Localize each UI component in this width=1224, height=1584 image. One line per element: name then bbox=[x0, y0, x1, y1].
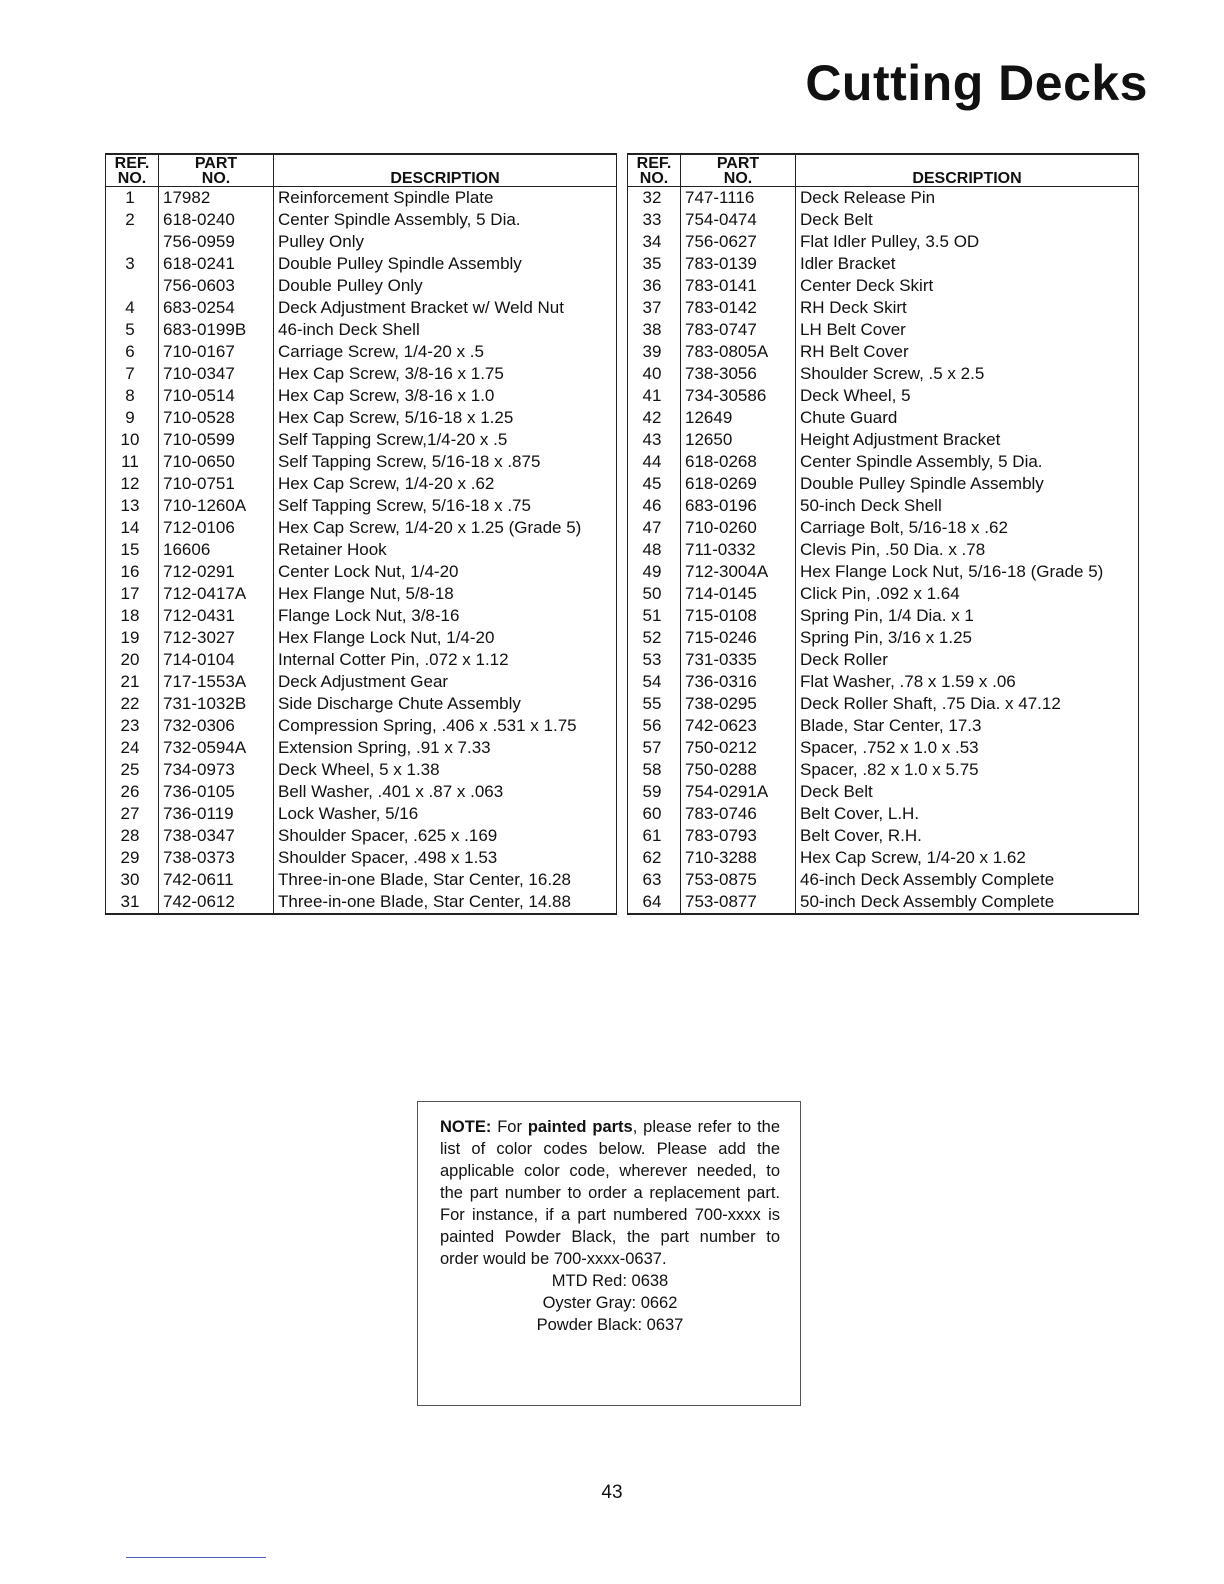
description-cell: Center Spindle Assembly, 5 Dia. bbox=[274, 209, 617, 231]
description-cell: Deck Belt bbox=[796, 209, 1139, 231]
description-cell: Idler Bracket bbox=[796, 253, 1139, 275]
description-cell: Double Pulley Spindle Assembly bbox=[796, 473, 1139, 495]
ref-no-cell: 39 bbox=[628, 341, 681, 363]
table-row bbox=[106, 517, 617, 539]
ref-no-cell: 64 bbox=[628, 891, 681, 914]
table-row bbox=[106, 715, 617, 737]
ref-no-cell: 44 bbox=[628, 451, 681, 473]
ref-no-cell: 26 bbox=[106, 781, 159, 803]
description-cell: Compression Spring, .406 x .531 x 1.75 bbox=[274, 715, 617, 737]
part-no-cell: 712-3004A bbox=[681, 561, 796, 583]
description-cell: Double Pulley Only bbox=[274, 275, 617, 297]
ref-no-cell: 8 bbox=[106, 385, 159, 407]
part-no-cell: 710-0599 bbox=[159, 429, 274, 451]
table-row bbox=[628, 319, 1139, 341]
part-no-cell: 756-0627 bbox=[681, 231, 796, 253]
description-cell: Hex Cap Screw, 3/8-16 x 1.75 bbox=[274, 363, 617, 385]
note-emphasis: painted parts bbox=[527, 1118, 633, 1136]
table-header-row bbox=[628, 154, 1139, 187]
ref-no-cell: 4 bbox=[106, 297, 159, 319]
description-cell: Hex Flange Nut, 5/8-18 bbox=[274, 583, 617, 605]
ref-no-cell: 33 bbox=[628, 209, 681, 231]
description-cell: Deck Wheel, 5 bbox=[796, 385, 1139, 407]
ref-no-cell: 43 bbox=[628, 429, 681, 451]
description-cell: Center Deck Skirt bbox=[796, 275, 1139, 297]
part-no-cell: 712-0417A bbox=[159, 583, 274, 605]
ref-no-cell: 55 bbox=[628, 693, 681, 715]
table-row bbox=[106, 693, 617, 715]
part-no-cell: 783-0805A bbox=[681, 341, 796, 363]
table-row bbox=[628, 385, 1139, 407]
description-cell: Side Discharge Chute Assembly bbox=[274, 693, 617, 715]
table-row bbox=[106, 451, 617, 473]
part-no-cell: 738-3056 bbox=[681, 363, 796, 385]
ref-no-cell: 58 bbox=[628, 759, 681, 781]
ref-no-cell: 18 bbox=[106, 605, 159, 627]
page-number: 43 bbox=[601, 1482, 623, 1503]
description-cell: Carriage Screw, 1/4-20 x .5 bbox=[274, 341, 617, 363]
table-row bbox=[628, 231, 1139, 253]
table-row bbox=[106, 319, 617, 341]
ref-no-cell: 14 bbox=[106, 517, 159, 539]
ref-no-cell: 13 bbox=[106, 495, 159, 517]
part-no-cell: 712-3027 bbox=[159, 627, 274, 649]
ref-no-cell: 56 bbox=[628, 715, 681, 737]
table-row bbox=[628, 803, 1139, 825]
ref-no-cell: 23 bbox=[106, 715, 159, 737]
part-no-header: PART NO. bbox=[681, 154, 796, 187]
description-cell: Spring Pin, 3/16 x 1.25 bbox=[796, 627, 1139, 649]
table-row bbox=[106, 825, 617, 847]
part-no-cell: 712-0106 bbox=[159, 517, 274, 539]
part-no-cell: 683-0196 bbox=[681, 495, 796, 517]
table-row bbox=[628, 429, 1139, 451]
part-no-cell: 710-0751 bbox=[159, 473, 274, 495]
table-row bbox=[628, 297, 1139, 319]
description-cell: LH Belt Cover bbox=[796, 319, 1139, 341]
ref-no-cell: 5 bbox=[106, 319, 159, 341]
part-no-cell: 717-1553A bbox=[159, 671, 274, 693]
ref-no-cell: 21 bbox=[106, 671, 159, 693]
description-cell: Spacer, .752 x 1.0 x .53 bbox=[796, 737, 1139, 759]
footer-rule bbox=[126, 1557, 266, 1558]
table-row bbox=[628, 561, 1139, 583]
description-cell: RH Deck Skirt bbox=[796, 297, 1139, 319]
table-row bbox=[628, 891, 1139, 914]
table-row bbox=[106, 803, 617, 825]
ref-no-cell: 51 bbox=[628, 605, 681, 627]
table-row bbox=[106, 781, 617, 803]
ref-no-cell: 6 bbox=[106, 341, 159, 363]
ref-no-cell: 38 bbox=[628, 319, 681, 341]
description-cell: Reinforcement Spindle Plate bbox=[274, 187, 617, 210]
description-cell: 50-inch Deck Assembly Complete bbox=[796, 891, 1139, 914]
part-no-cell: 710-0260 bbox=[681, 517, 796, 539]
ref-no-cell: 29 bbox=[106, 847, 159, 869]
description-cell: Spacer, .82 x 1.0 x 5.75 bbox=[796, 759, 1139, 781]
table-row bbox=[106, 385, 617, 407]
description-cell: 50-inch Deck Shell bbox=[796, 495, 1139, 517]
table-row bbox=[628, 693, 1139, 715]
part-no-cell: 750-0212 bbox=[681, 737, 796, 759]
part-no-cell: 738-0295 bbox=[681, 693, 796, 715]
description-cell: Double Pulley Spindle Assembly bbox=[274, 253, 617, 275]
part-no-cell: 734-30586 bbox=[681, 385, 796, 407]
painted-parts-note bbox=[417, 1101, 801, 1406]
table-row bbox=[628, 253, 1139, 275]
part-no-cell: 756-0603 bbox=[159, 275, 274, 297]
description-cell: Chute Guard bbox=[796, 407, 1139, 429]
table-row bbox=[106, 539, 617, 561]
description-cell: Hex Cap Screw, 5/16-18 x 1.25 bbox=[274, 407, 617, 429]
ref-no-cell: 9 bbox=[106, 407, 159, 429]
parts-list-left bbox=[106, 187, 617, 915]
ref-no-cell: 47 bbox=[628, 517, 681, 539]
ref-no-cell: 63 bbox=[628, 869, 681, 891]
part-no-cell: 783-0746 bbox=[681, 803, 796, 825]
ref-no-cell: 31 bbox=[106, 891, 159, 914]
part-no-cell: 734-0973 bbox=[159, 759, 274, 781]
table-row bbox=[628, 473, 1139, 495]
part-no-cell: 736-0119 bbox=[159, 803, 274, 825]
part-no-cell: 756-0959 bbox=[159, 231, 274, 253]
color-code: Powder Black: 0637 bbox=[536, 1316, 684, 1334]
color-code: MTD Red: 0638 bbox=[551, 1272, 669, 1290]
ref-no-cell: 41 bbox=[628, 385, 681, 407]
parts-table-left bbox=[105, 153, 617, 915]
table-row bbox=[628, 451, 1139, 473]
ref-no-cell: 22 bbox=[106, 693, 159, 715]
part-no-cell: 618-0269 bbox=[681, 473, 796, 495]
ref-no-cell: 15 bbox=[106, 539, 159, 561]
table-row bbox=[628, 671, 1139, 693]
ref-no-cell: 3 bbox=[106, 253, 159, 275]
part-no-cell: 712-0431 bbox=[159, 605, 274, 627]
part-no-cell: 783-0141 bbox=[681, 275, 796, 297]
description-cell: Height Adjustment Bracket bbox=[796, 429, 1139, 451]
part-no-cell: 742-0611 bbox=[159, 869, 274, 891]
description-cell: Internal Cotter Pin, .072 x 1.12 bbox=[274, 649, 617, 671]
table-row bbox=[628, 209, 1139, 231]
table-row bbox=[106, 297, 617, 319]
ref-no-cell bbox=[106, 231, 159, 253]
table-row bbox=[106, 561, 617, 583]
table-row bbox=[628, 825, 1139, 847]
description-cell: Three-in-one Blade, Star Center, 16.28 bbox=[274, 869, 617, 891]
table-row bbox=[106, 605, 617, 627]
color-code: Oyster Gray: 0662 bbox=[542, 1294, 678, 1312]
description-cell: Click Pin, .092 x 1.64 bbox=[796, 583, 1139, 605]
ref-no-cell: 12 bbox=[106, 473, 159, 495]
ref-no-cell: 62 bbox=[628, 847, 681, 869]
description-cell: Lock Washer, 5/16 bbox=[274, 803, 617, 825]
ref-no-cell: 11 bbox=[106, 451, 159, 473]
description-cell: Self Tapping Screw, 5/16-18 x .75 bbox=[274, 495, 617, 517]
part-no-cell: 618-0268 bbox=[681, 451, 796, 473]
parts-table-right bbox=[627, 153, 1139, 915]
table-row bbox=[106, 891, 617, 914]
table-row bbox=[106, 231, 617, 253]
part-no-cell: 714-0104 bbox=[159, 649, 274, 671]
table-row bbox=[106, 627, 617, 649]
table-row bbox=[106, 275, 617, 297]
part-no-cell: 715-0246 bbox=[681, 627, 796, 649]
table-row bbox=[628, 539, 1139, 561]
page-title: Cutting Decks bbox=[805, 55, 1148, 111]
table-row bbox=[628, 583, 1139, 605]
ref-no-cell: 19 bbox=[106, 627, 159, 649]
description-header: DESCRIPTION bbox=[274, 154, 617, 187]
table-row bbox=[106, 671, 617, 693]
part-no-cell: 17982 bbox=[159, 187, 274, 210]
ref-no-cell: 60 bbox=[628, 803, 681, 825]
description-cell: Belt Cover, R.H. bbox=[796, 825, 1139, 847]
table-row bbox=[106, 583, 617, 605]
description-cell: Three-in-one Blade, Star Center, 14.88 bbox=[274, 891, 617, 914]
part-no-cell: 742-0623 bbox=[681, 715, 796, 737]
ref-no-cell: 34 bbox=[628, 231, 681, 253]
description-cell: Hex Flange Lock Nut, 1/4-20 bbox=[274, 627, 617, 649]
part-no-cell: 736-0105 bbox=[159, 781, 274, 803]
ref-no-cell: 30 bbox=[106, 869, 159, 891]
table-row bbox=[106, 363, 617, 385]
table-row bbox=[628, 715, 1139, 737]
part-no-cell: 710-3288 bbox=[681, 847, 796, 869]
description-cell: Shoulder Spacer, .498 x 1.53 bbox=[274, 847, 617, 869]
ref-no-cell: 61 bbox=[628, 825, 681, 847]
description-cell: Bell Washer, .401 x .87 x .063 bbox=[274, 781, 617, 803]
description-cell: Deck Adjustment Gear bbox=[274, 671, 617, 693]
part-no-cell: 736-0316 bbox=[681, 671, 796, 693]
part-no-cell: 783-0139 bbox=[681, 253, 796, 275]
part-no-cell: 12650 bbox=[681, 429, 796, 451]
description-cell: Hex Cap Screw, 1/4-20 x .62 bbox=[274, 473, 617, 495]
ref-no-cell: 16 bbox=[106, 561, 159, 583]
table-header-row bbox=[106, 154, 617, 187]
table-row bbox=[628, 407, 1139, 429]
table-row bbox=[106, 209, 617, 231]
description-cell: Extension Spring, .91 x 7.33 bbox=[274, 737, 617, 759]
part-no-cell: 618-0240 bbox=[159, 209, 274, 231]
part-no-header: PART NO. bbox=[159, 154, 274, 187]
part-no-cell: 710-1260A bbox=[159, 495, 274, 517]
table-row bbox=[628, 495, 1139, 517]
ref-no-cell: 36 bbox=[628, 275, 681, 297]
description-cell: Blade, Star Center, 17.3 bbox=[796, 715, 1139, 737]
part-no-cell: 710-0347 bbox=[159, 363, 274, 385]
part-no-cell: 747-1116 bbox=[681, 187, 796, 210]
ref-no-cell: 24 bbox=[106, 737, 159, 759]
ref-no-cell: 50 bbox=[628, 583, 681, 605]
ref-no-cell: 57 bbox=[628, 737, 681, 759]
ref-no-header: REF. NO. bbox=[628, 154, 681, 187]
table-row bbox=[106, 473, 617, 495]
ref-no-cell bbox=[106, 275, 159, 297]
part-no-cell: 683-0199B bbox=[159, 319, 274, 341]
description-cell: Deck Release Pin bbox=[796, 187, 1139, 210]
table-row bbox=[628, 649, 1139, 671]
note-paragraph: NOTE: For painted parts, please refer to the list of color codes below. Please add the applicable color code, wherever needed, to the part number to order a replacement part. For instance, if a part numbered 700-xxxx is painted Powder Black, the part number to order would be 700-xxxx-0637. bbox=[440, 1118, 781, 1268]
table-row bbox=[106, 495, 617, 517]
part-no-cell: 710-0650 bbox=[159, 451, 274, 473]
ref-no-cell: 46 bbox=[628, 495, 681, 517]
table-row bbox=[106, 869, 617, 891]
part-no-cell: 715-0108 bbox=[681, 605, 796, 627]
part-no-cell: 742-0612 bbox=[159, 891, 274, 914]
part-no-cell: 783-0142 bbox=[681, 297, 796, 319]
description-cell: Deck Adjustment Bracket w/ Weld Nut bbox=[274, 297, 617, 319]
table-row bbox=[106, 341, 617, 363]
ref-no-cell: 35 bbox=[628, 253, 681, 275]
ref-no-cell: 1 bbox=[106, 187, 159, 210]
ref-no-cell: 37 bbox=[628, 297, 681, 319]
part-no-cell: 753-0875 bbox=[681, 869, 796, 891]
ref-no-cell: 20 bbox=[106, 649, 159, 671]
table-row bbox=[106, 847, 617, 869]
table-row bbox=[628, 847, 1139, 869]
description-cell: Deck Roller bbox=[796, 649, 1139, 671]
ref-no-cell: 59 bbox=[628, 781, 681, 803]
description-cell: Deck Belt bbox=[796, 781, 1139, 803]
part-no-cell: 731-1032B bbox=[159, 693, 274, 715]
table-row bbox=[106, 759, 617, 781]
table-row bbox=[628, 275, 1139, 297]
note-label: NOTE: bbox=[440, 1118, 492, 1136]
description-cell: Belt Cover, L.H. bbox=[796, 803, 1139, 825]
table-row bbox=[628, 363, 1139, 385]
ref-no-cell: 42 bbox=[628, 407, 681, 429]
table-row bbox=[106, 429, 617, 451]
ref-no-cell: 27 bbox=[106, 803, 159, 825]
description-cell: Hex Cap Screw, 3/8-16 x 1.0 bbox=[274, 385, 617, 407]
ref-no-cell: 32 bbox=[628, 187, 681, 210]
ref-no-cell: 54 bbox=[628, 671, 681, 693]
table-row bbox=[628, 605, 1139, 627]
ref-no-cell: 53 bbox=[628, 649, 681, 671]
description-cell: Flat Washer, .78 x 1.59 x .06 bbox=[796, 671, 1139, 693]
table-row bbox=[106, 253, 617, 275]
part-no-cell: 711-0332 bbox=[681, 539, 796, 561]
description-cell: Deck Wheel, 5 x 1.38 bbox=[274, 759, 617, 781]
description-cell: Shoulder Spacer, .625 x .169 bbox=[274, 825, 617, 847]
ref-no-cell: 28 bbox=[106, 825, 159, 847]
part-no-cell: 714-0145 bbox=[681, 583, 796, 605]
part-no-cell: 710-0528 bbox=[159, 407, 274, 429]
ref-no-cell: 17 bbox=[106, 583, 159, 605]
table-row bbox=[628, 759, 1139, 781]
ref-no-cell: 49 bbox=[628, 561, 681, 583]
ref-no-cell: 7 bbox=[106, 363, 159, 385]
color-code-list bbox=[440, 1270, 780, 1336]
part-no-cell: 732-0306 bbox=[159, 715, 274, 737]
ref-no-cell: 52 bbox=[628, 627, 681, 649]
part-no-cell: 783-0747 bbox=[681, 319, 796, 341]
ref-no-cell: 25 bbox=[106, 759, 159, 781]
table-row bbox=[628, 341, 1139, 363]
table-row bbox=[628, 869, 1139, 891]
part-no-cell: 754-0291A bbox=[681, 781, 796, 803]
description-cell: Shoulder Screw, .5 x 2.5 bbox=[796, 363, 1139, 385]
description-header: DESCRIPTION bbox=[796, 154, 1139, 187]
part-no-cell: 732-0594A bbox=[159, 737, 274, 759]
table-row bbox=[106, 649, 617, 671]
part-no-cell: 710-0514 bbox=[159, 385, 274, 407]
description-cell: Deck Roller Shaft, .75 Dia. x 47.12 bbox=[796, 693, 1139, 715]
ref-no-cell: 10 bbox=[106, 429, 159, 451]
description-cell: 46-inch Deck Assembly Complete bbox=[796, 869, 1139, 891]
description-cell: RH Belt Cover bbox=[796, 341, 1139, 363]
table-row bbox=[628, 627, 1139, 649]
description-cell: 46-inch Deck Shell bbox=[274, 319, 617, 341]
description-cell: Spring Pin, 1/4 Dia. x 1 bbox=[796, 605, 1139, 627]
ref-no-cell: 45 bbox=[628, 473, 681, 495]
ref-no-cell: 48 bbox=[628, 539, 681, 561]
description-cell: Center Spindle Assembly, 5 Dia. bbox=[796, 451, 1139, 473]
part-no-cell: 783-0793 bbox=[681, 825, 796, 847]
part-no-cell: 16606 bbox=[159, 539, 274, 561]
part-no-cell: 712-0291 bbox=[159, 561, 274, 583]
part-no-cell: 12649 bbox=[681, 407, 796, 429]
description-cell: Retainer Hook bbox=[274, 539, 617, 561]
table-row bbox=[628, 517, 1139, 539]
table-row bbox=[628, 781, 1139, 803]
part-no-cell: 731-0335 bbox=[681, 649, 796, 671]
part-no-cell: 753-0877 bbox=[681, 891, 796, 914]
part-no-cell: 750-0288 bbox=[681, 759, 796, 781]
ref-no-header: REF. NO. bbox=[106, 154, 159, 187]
table-row bbox=[628, 187, 1139, 210]
part-no-cell: 618-0241 bbox=[159, 253, 274, 275]
description-cell: Clevis Pin, .50 Dia. x .78 bbox=[796, 539, 1139, 561]
description-cell: Self Tapping Screw,1/4-20 x .5 bbox=[274, 429, 617, 451]
description-cell: Hex Cap Screw, 1/4-20 x 1.62 bbox=[796, 847, 1139, 869]
part-no-cell: 738-0373 bbox=[159, 847, 274, 869]
part-no-cell: 754-0474 bbox=[681, 209, 796, 231]
parts-list-right bbox=[628, 187, 1139, 915]
description-cell: Flange Lock Nut, 3/8-16 bbox=[274, 605, 617, 627]
table-row bbox=[628, 737, 1139, 759]
description-cell: Hex Flange Lock Nut, 5/16-18 (Grade 5) bbox=[796, 561, 1139, 583]
description-cell: Pulley Only bbox=[274, 231, 617, 253]
table-row bbox=[106, 187, 617, 210]
description-cell: Hex Cap Screw, 1/4-20 x 1.25 (Grade 5) bbox=[274, 517, 617, 539]
description-cell: Flat Idler Pulley, 3.5 OD bbox=[796, 231, 1139, 253]
part-no-cell: 710-0167 bbox=[159, 341, 274, 363]
table-row bbox=[106, 407, 617, 429]
description-cell: Center Lock Nut, 1/4-20 bbox=[274, 561, 617, 583]
part-no-cell: 738-0347 bbox=[159, 825, 274, 847]
description-cell: Self Tapping Screw, 5/16-18 x .875 bbox=[274, 451, 617, 473]
description-cell: Carriage Bolt, 5/16-18 x .62 bbox=[796, 517, 1139, 539]
ref-no-cell: 2 bbox=[106, 209, 159, 231]
ref-no-cell: 40 bbox=[628, 363, 681, 385]
table-row bbox=[106, 737, 617, 759]
part-no-cell: 683-0254 bbox=[159, 297, 274, 319]
